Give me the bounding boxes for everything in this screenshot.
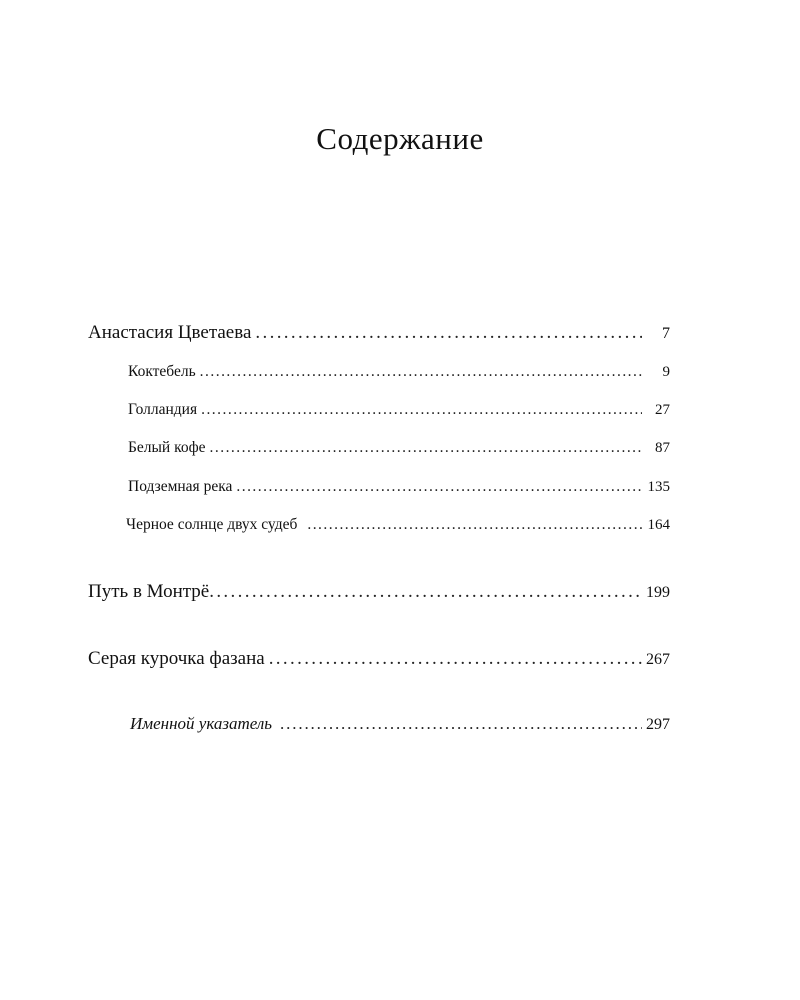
toc-entry-page-number: 135 bbox=[647, 479, 670, 495]
toc-entry-label: Путь в Монтрё bbox=[88, 581, 210, 602]
toc-entry-page-number: 267 bbox=[646, 651, 670, 668]
toc-entry-page-number: 164 bbox=[647, 517, 670, 533]
toc-entry-label: Голландия bbox=[128, 401, 198, 418]
toc-entry-label: Именной указатель bbox=[130, 714, 273, 733]
dot-leader bbox=[280, 714, 642, 734]
toc-entry-put-v-montre[interactable] bbox=[88, 581, 670, 603]
toc-entry-belyi-kofe[interactable] bbox=[128, 439, 670, 457]
dot-leader bbox=[236, 478, 642, 496]
toc-entry-koktebel[interactable] bbox=[128, 363, 670, 381]
toc-entry-page-number: 199 bbox=[646, 584, 670, 601]
dot-leader bbox=[200, 363, 642, 381]
toc-entry-page-number: 9 bbox=[662, 364, 670, 380]
toc-entry-imennoi-ukazatel[interactable] bbox=[130, 714, 670, 734]
toc-entry-seraya-kurochka[interactable] bbox=[88, 648, 670, 670]
dot-leader bbox=[210, 439, 642, 457]
toc-entry-label: Белый кофе bbox=[128, 439, 206, 456]
dot-leader bbox=[307, 516, 642, 534]
toc-entry-label: Коктебель bbox=[128, 363, 196, 380]
dot-leader bbox=[209, 581, 642, 603]
dot-leader bbox=[201, 401, 642, 419]
toc-entry-gollandiya[interactable] bbox=[128, 401, 670, 419]
page-title: Содержание bbox=[316, 120, 484, 156]
toc-entry-page-number: 87 bbox=[655, 440, 670, 456]
toc-entry-page-number: 27 bbox=[655, 402, 670, 418]
toc-entry-podzemnaya-reka[interactable] bbox=[128, 478, 670, 496]
toc-entry-chernoe-solntse[interactable] bbox=[126, 516, 670, 534]
toc-entry-label: Черное солнце двух судеб bbox=[126, 516, 298, 533]
toc-entry-label: Серая курочка фазана bbox=[88, 648, 265, 669]
toc-entry-anastasia-tsvetaeva[interactable] bbox=[88, 322, 670, 344]
toc-entry-page-number: 7 bbox=[662, 325, 670, 342]
toc-entry-label: Подземная река bbox=[128, 478, 233, 495]
dot-leader bbox=[255, 322, 642, 344]
dot-leader bbox=[269, 648, 642, 670]
toc-entry-label: Анастасия Цветаева bbox=[88, 322, 252, 343]
toc-entry-page-number: 297 bbox=[646, 716, 670, 733]
